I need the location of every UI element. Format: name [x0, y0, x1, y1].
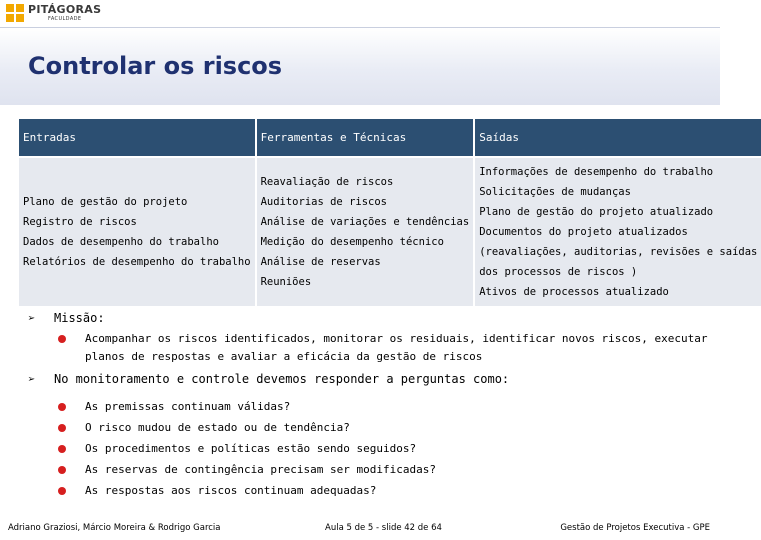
logo-square [6, 4, 14, 12]
bullet-monitoramento [28, 369, 708, 389]
red-dot-icon [58, 466, 66, 474]
list-item: Ativos de processos atualizado [479, 286, 669, 298]
question-text: Os procedimentos e políticas estão sendo seguidos? [85, 442, 417, 455]
question-text: As premissas continuam válidas? [85, 400, 291, 413]
header-ferramentas: Ferramentas e Técnicas [256, 119, 475, 157]
list-item: Solicitações de mudanças [479, 186, 631, 198]
logo-sub: FACULDADE [48, 16, 82, 22]
cell-ferramentas [256, 157, 475, 306]
red-dot-icon [58, 487, 66, 495]
list-item: Medição do desempenho técnico [260, 236, 444, 248]
red-dot-icon [58, 403, 66, 411]
red-dot-icon [58, 424, 66, 432]
list-item: Análise de variações e tendências [260, 216, 470, 228]
arrow-bullet-icon: ➢ [28, 372, 36, 386]
list-item: Plano de gestão do projeto atualizado [479, 206, 714, 218]
cell-entradas [19, 157, 256, 306]
logo-square [6, 14, 14, 22]
list-item [28, 396, 708, 417]
logo-brand: PITÁGORAS [28, 3, 102, 16]
list-item: Registro de riscos [23, 216, 137, 228]
logo-square [16, 4, 24, 12]
footer [0, 518, 720, 540]
header-entradas: Entradas [19, 119, 256, 157]
footer-course: Gestão de Projetos Executiva - GPE [560, 523, 710, 533]
question-text: As reservas de contingência precisam ser modificadas? [85, 463, 436, 476]
list-item [28, 417, 708, 438]
table-header-row [19, 119, 761, 157]
bullet-missao-text [28, 328, 708, 366]
list-item: Auditorias de riscos [260, 196, 388, 208]
table-row [19, 157, 761, 306]
list-item: Reuniões [260, 276, 312, 288]
cell-saidas [474, 157, 761, 306]
bullet-missao [28, 308, 708, 328]
list-item: Dados de desempenho do trabalho [23, 236, 219, 248]
list-item: Plano de gestão do projeto [23, 196, 188, 208]
list-item [28, 480, 708, 501]
question-text: O risco mudou de estado ou de tendência? [85, 421, 350, 434]
list-item [28, 459, 708, 480]
list-item: (reavaliações, auditorias, revisões e saídas [479, 246, 758, 258]
red-dot-icon [58, 335, 66, 343]
footer-authors: Adriano Graziosi, Márcio Moreira & Rodrigo Garcia [8, 523, 221, 533]
logo-square [16, 14, 24, 22]
process-table [19, 119, 761, 306]
list-item [28, 438, 708, 459]
page-title: Controlar os riscos [28, 52, 283, 80]
list-item: dos processos de riscos ) [479, 266, 638, 278]
question-text: As respostas aos riscos continuam adequadas? [85, 484, 377, 497]
monitoramento-label: No monitoramento e controle devemos responder a perguntas como: [54, 372, 510, 386]
missao-text: Acompanhar os riscos identificados, monitorar os residuais, identificar novos riscos, executar planos de respostas e avaliar a eficácia da gestão de riscos [85, 332, 708, 363]
missao-label: Missão: [54, 311, 105, 325]
bullet-list [28, 308, 708, 501]
red-dot-icon [58, 445, 66, 453]
list-item: Análise de reservas [260, 256, 381, 268]
header-saidas: Saídas [474, 119, 761, 157]
list-item: Relatórios de desempenho do trabalho [23, 256, 251, 268]
list-item: Informações de desempenho do trabalho [479, 166, 714, 178]
footer-slide: Aula 5 de 5 - slide 42 de 64 [325, 523, 442, 533]
logo-squares-icon [6, 4, 24, 22]
list-item: Reavaliação de riscos [260, 176, 394, 188]
arrow-bullet-icon: ➢ [28, 311, 36, 325]
list-item: Documentos do projeto atualizados [479, 226, 688, 238]
pitagoras-logo [4, 2, 124, 26]
